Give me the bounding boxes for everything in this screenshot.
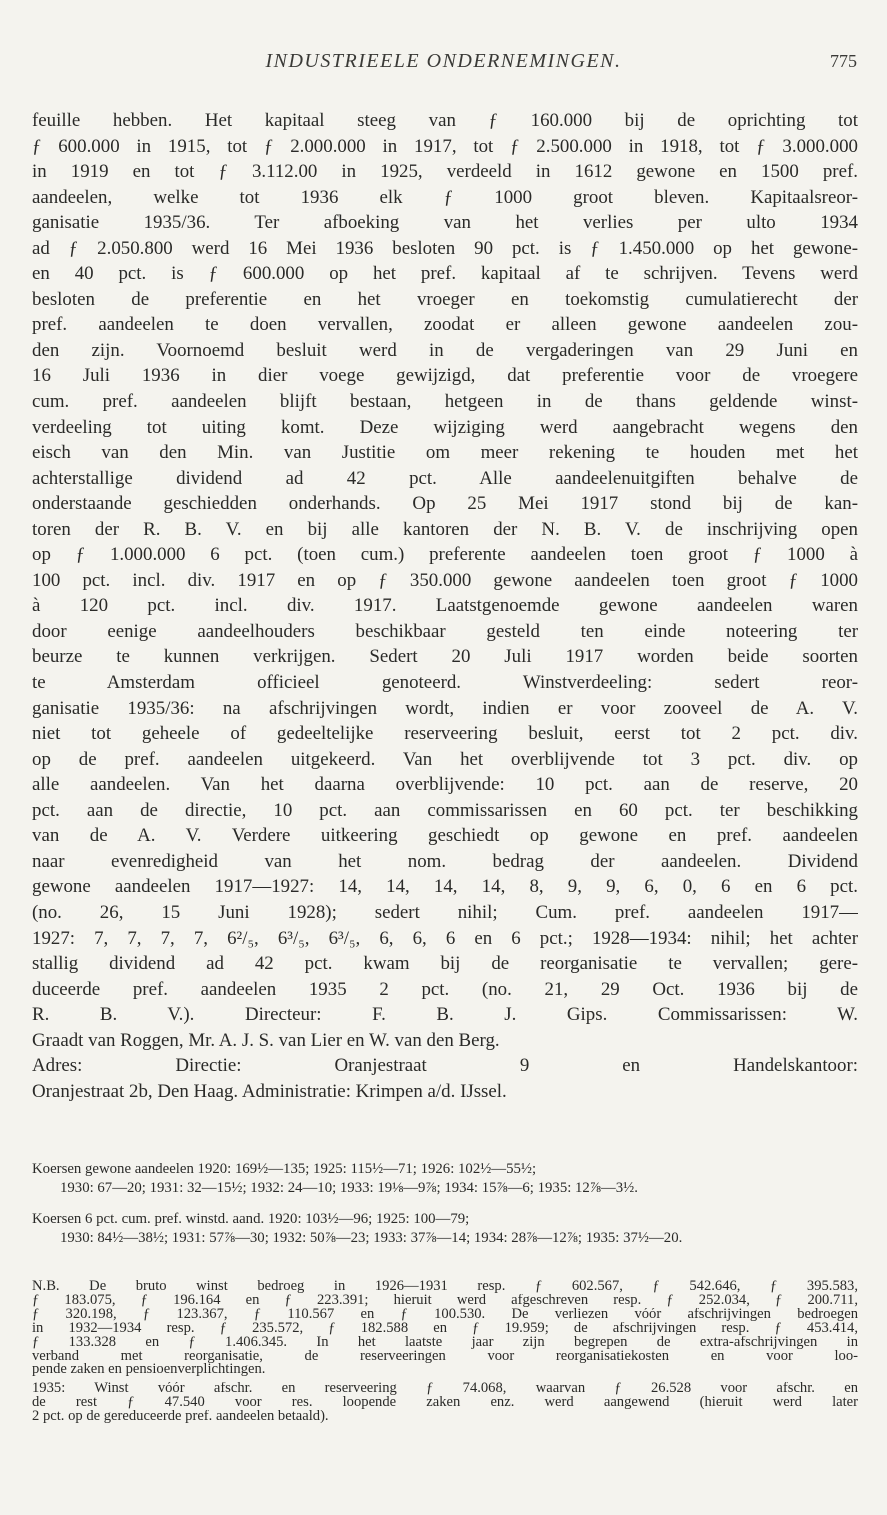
body-line: verdeeling tot uiting komt. Deze wijziging werd aangebracht wegens den (32, 416, 858, 438)
quote-line: 1930: 84½—38½; 1931: 57⅞—30; 1932: 50⅞—23; 1933: 37⅞—14; 1934: 28⅞—12⅞; 1935: 37½—20. (60, 1230, 683, 1246)
quote-line: Koersen gewone aandeelen 1920: 169½—135; 1925: 115½—71; 1926: 102½—55½; (32, 1161, 537, 1177)
quote-line: Koersen 6 pct. cum. pref. winstd. aand. 1920: 103½—96; 1925: 100—79; (32, 1211, 470, 1227)
body-line: 100 pct. incl. div. 1917 en op ƒ 350.000 gewone aandeelen toen groot ƒ 1000 (32, 569, 858, 591)
body-line: achterstallige dividend ad 42 pct. Alle aandeelenuitgiften behalve de (32, 467, 858, 489)
address-line: Adres: Directie: Oranjestraat 9 en Handelskantoor: (32, 1055, 858, 1077)
notes-section (32, 1280, 858, 1424)
quotes-gewone (32, 1160, 858, 1198)
page-header (0, 50, 887, 76)
body-line: pct. aan de directie, 10 pct. aan commissarissen en 60 pct. ter beschikking (32, 799, 858, 821)
body-line: op ƒ 1.000.000 6 pct. (toen cum.) preferente aandeelen toen groot ƒ 1000 à (32, 544, 858, 566)
note-line: pende zaken en pensioenverplichtingen. (32, 1363, 266, 1378)
body-line: ad ƒ 2.050.800 werd 16 Mei 1936 besloten 90 pct. is ƒ 1.450.000 op het gewone- (32, 237, 858, 259)
body-line: cum. pref. aandeelen blijft bestaan, hetgeen in de thans geldende winst- (32, 391, 858, 413)
note-line: 1935: Winst vóór afschr. en reserveering ƒ 74.068, waarvan ƒ 26.528 voor afschr. en (32, 1382, 858, 1397)
body-line: den zijn. Voornoemd besluit werd in de vergaderingen van 29 Juni en (32, 339, 858, 361)
body-line: ganisatie 1935/36: na afschrijvingen wordt, indien er voor zooveel de A. V. (32, 697, 858, 719)
body-line: aandeelen, welke tot 1936 elk ƒ 1000 groot bleven. Kapitaalsreor- (32, 186, 858, 208)
body-line: besloten de preferentie en het vroeger en toekomstig cumulatierecht der (32, 288, 858, 310)
body-line: duceerde pref. aandeelen 1935 2 pct. (no. 21, 29 Oct. 1936 bij de (32, 978, 858, 1000)
body-line: van de A. V. Verdere uitkeering geschiedt op gewone en pref. aandeelen (32, 825, 858, 847)
price-quotes (32, 1160, 858, 1260)
note-line: N.B. De bruto winst bedroeg in 1926—1931 resp. ƒ 602.567, ƒ 542.646, ƒ 395.583, (32, 1280, 858, 1294)
body-line: 1927: 7, 7, 7, 7, 6²/₅, 6³/₅, 6³/₅, 6, 6, 6 en 6 pct.; 1928—1934: nihil; het achter (32, 927, 858, 949)
address-line: Oranjestraat 2b, Den Haag. Administratie: Krimpen a/d. IJssel. (32, 1080, 507, 1102)
body-line: toren der R. B. V. en bij alle kantoren der N. B. V. de inschrijving open (32, 518, 858, 540)
body-line: stallig dividend ad 42 pct. kwam bij de reorganisatie te vervallen; gere- (32, 953, 858, 975)
body-line: naar evenredigheid van het nom. bedrag der aandeelen. Dividend (32, 850, 858, 872)
body-line: niet tot geheele of gedeeltelijke reserveering besluit, eerst tot 2 pct. div. (32, 723, 858, 745)
body-line: in 1919 en tot ƒ 3.112.00 in 1925, verdeeld in 1612 gewone en 1500 pref. (32, 161, 858, 183)
body-line: beurze te kunnen verkrijgen. Sedert 20 Juli 1917 worden beide soorten (32, 646, 858, 668)
body-line: R. B. V.). Directeur: F. B. J. Gips. Commissarissen: W. (32, 1004, 858, 1026)
quotes-pref (32, 1210, 858, 1248)
quote-line: 1930: 67—20; 1931: 32—15½; 1932: 24—10; 1933: 19⅛—9⅞; 1934: 15⅞—6; 1935: 12⅞—3½. (60, 1180, 638, 1196)
page-number: 775 (830, 51, 857, 71)
note-line: de rest ƒ 47.540 voor res. loopende zaken enz. werd aangewend (hieruit werd later (32, 1396, 858, 1411)
note-line: ƒ 183.075, ƒ 196.164 en ƒ 223.391; hieruit werd afgeschreven resp. ƒ 252.034, ƒ 200.711, (32, 1293, 858, 1308)
body-line: door eenige aandeelhouders beschikbaar gesteld ten einde noteering ter (32, 620, 858, 642)
note-line: ƒ 133.328 en ƒ 1.406.345. In het laatste jaar zijn begrepen de extra-afschrijvingen in (32, 1335, 858, 1350)
body-line: te Amsterdam officieel genoteerd. Winstverdeeling: sedert reor- (32, 672, 858, 694)
body-line: à 120 pct. incl. div. 1917. Laatstgenoemde gewone aandeelen waren (32, 595, 858, 617)
body-line: pref. aandeelen te doen vervallen, zoodat er alleen gewone aandeelen zou- (32, 314, 858, 336)
body-line: feuille hebben. Het kapitaal steeg van ƒ 160.000 bij de oprichting tot (32, 110, 858, 131)
running-title: INDUSTRIEELE ONDERNEMINGEN. (265, 50, 622, 72)
note-line: in 1932—1934 resp. ƒ 235.572, ƒ 182.588 en ƒ 19.959; de afschrijvingen resp. ƒ 453.414, (32, 1321, 858, 1336)
body-line: alle aandeelen. Van het daarna overblijvende: 10 pct. aan de reserve, 20 (32, 774, 858, 796)
body-line: onderstaande geschiedden onderhands. Op 25 Mei 1917 stond bij de kan- (32, 493, 858, 515)
body-line: gewone aandeelen 1917—1927: 14, 14, 14, 14, 8, 9, 9, 6, 0, 6 en 6 pct. (32, 876, 858, 898)
body-line: op de pref. aandeelen uitgekeerd. Van het overblijvende tot 3 pct. div. op (32, 748, 858, 770)
body-line: en 40 pct. is ƒ 600.000 op het pref. kapitaal af te schrijven. Tevens werd (32, 263, 858, 285)
body-text (32, 108, 858, 1104)
note-line: verband met reorganisatie, de reserveeringen voor reorganisatiekosten en voor loo- (32, 1349, 858, 1364)
body-line: 16 Juli 1936 in dier voege gewijzigd, dat preferentie voor de vroegere (32, 365, 858, 387)
body-line: eisch van den Min. van Justitie om meer rekening te houden met het (32, 442, 858, 464)
body-line: (no. 26, 15 Juni 1928); sedert nihil; Cum. pref. aandeelen 1917— (32, 901, 858, 923)
note-line: ƒ 320.198, ƒ 123.367, ƒ 110.567 en ƒ 100.530. De verliezen vóór afschrijvingen bedroegen (32, 1307, 858, 1322)
note-line: 2 pct. op de gereduceerde pref. aandeelen betaald). (32, 1410, 329, 1425)
body-line: ƒ 600.000 in 1915, tot ƒ 2.000.000 in 1917, tot ƒ 2.500.000 in 1918, tot ƒ 3.000.000 (32, 135, 858, 157)
body-line: Graadt van Roggen, Mr. A. J. S. van Lier en W. van den Berg. (32, 1029, 500, 1051)
body-line: ganisatie 1935/36. Ter afboeking van het verlies per ulto 1934 (32, 212, 858, 234)
